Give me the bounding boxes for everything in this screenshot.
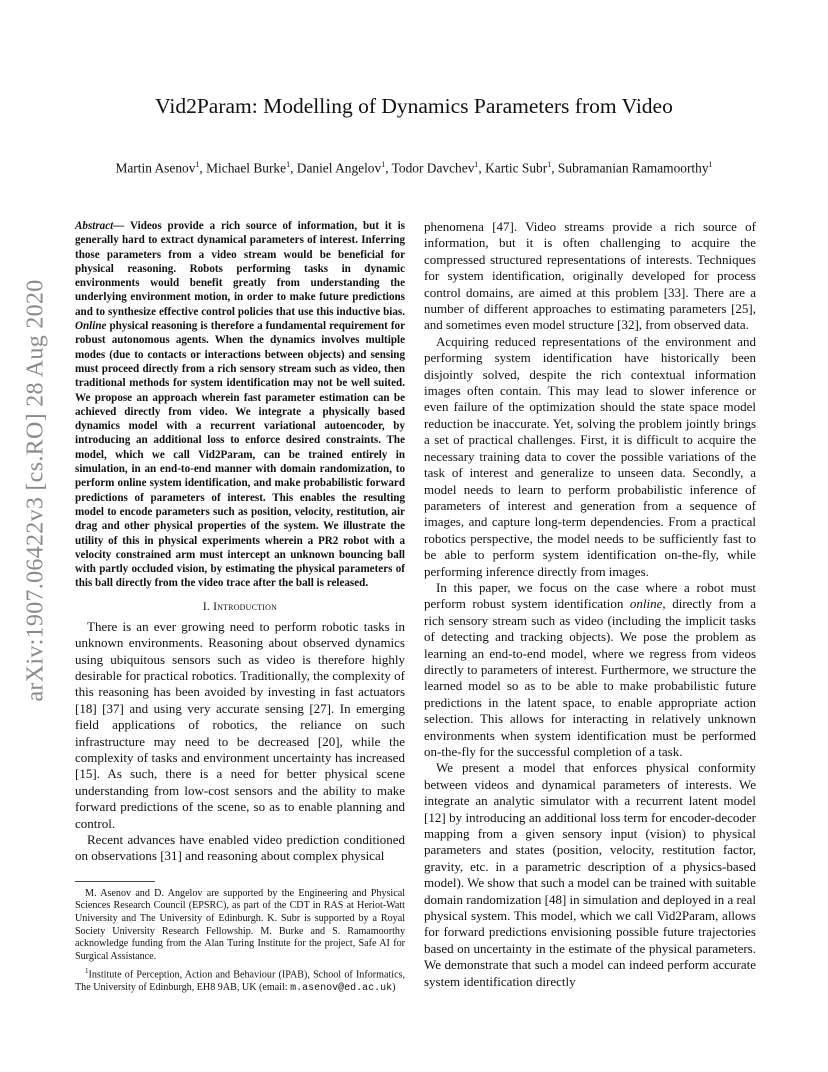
abstract-dash: — [113, 220, 131, 232]
affiliation-text-end: ) [392, 982, 396, 994]
author-list: Martin Asenov$^1$, Michael Burke$^1$, Daniel Angelov$^1$, Todor Davchev$^1$, Kartic Subr$^1$, Subramanian Ramamoorthy$^1$ [115, 160, 713, 176]
section-number: I. [202, 600, 214, 613]
body-paragraph: There is an ever growing need to perform robotic tasks in unknown environments. Reasoning about observed dynamics using ubiquitous sensors such as video is therefore highly desirable for practical robotics. Traditionally, the complexity of this reasoning has been avoided by investing in fast actuators [18] [37] and using very accurate sensing [27]. In emerging field applications of robotics, the reliance on such infrastructure may need to be decreased [20], while the complexity of tasks and environment uncertainty has increased [15]. As such, there is a need for better physical scene understanding from low-cost sensors and the ability to make forward predictions of the scene, so as to enable planning and control. [75, 618, 405, 831]
abstract-emphasis: Online [75, 320, 107, 333]
email-address: m.asenov@ed.ac.uk [290, 983, 393, 995]
footnote-divider [75, 881, 155, 882]
paper-title: Vid2Param: Modelling of Dynamics Parameters from Video [155, 94, 673, 118]
abstract [75, 219, 405, 591]
section-title: Introduction [213, 600, 278, 613]
author-name: Michael Burke [206, 160, 287, 176]
affiliation-text: Institute of Perception, Action and Behaviour (IPAB), School of Informatics, The University of Edinburgh, EH8 9AB, UK (email: [75, 969, 405, 994]
arxiv-identifier-stamp [20, 280, 52, 700]
author-affiliation-mark: 1 [195, 160, 200, 169]
body-text: In this paper, we focus on the case where a robot must perform robust system identification [424, 579, 756, 612]
author-name: Kartic Subr [485, 160, 548, 176]
body-paragraph [424, 580, 756, 760]
abstract-text: Videos provide a rich source of information, but it is generally hard to extract dynamical parameters of interest. Inferring those parameters from a video stream would be beneficial for physical reasoning. Robots performing tasks in dynamic environments would benefit greatly from understanding the underlying environment motion, in order to make future predictions and to synthesize effective control policies that use this inductive bias. [75, 220, 405, 318]
author-affiliation-mark: 1 [474, 160, 479, 169]
left-column [75, 219, 405, 998]
author-affiliation-mark: 1 [708, 160, 713, 169]
author-affiliation-mark: 1 [547, 160, 552, 169]
abstract-label: Abstract [75, 220, 114, 232]
right-column [424, 219, 756, 990]
body-paragraph: We present a model that enforces physical conformity between videos and dynamical parameters of interests. We integrate an analytic simulator with a recurrent latent model [12] by introducing an additional loss term for encoder-decoder mapping from a given sensory input (vision) to physical parameters and states (position, velocity, restitution factor, gravity, etc. in a parametric description of a physics-based model). We show that such a model can be trained with suitable domain randomization [48] in simulation and deployed in a real physical system. This model, which we call Vid2Param, allows for forward predictions envisioning possible future trajectories based on uncertainty in the estimate of the physical parameters. We demonstrate that such a model can indeed perform accurate system identification directly [424, 760, 756, 989]
author-name: Martin Asenov [115, 160, 196, 176]
body-paragraph: Acquiring reduced representations of the environment and performing system identification have historically been disjointly solved, despite the rich contextual information images often contain. This may lead to slower inference or even failure of the optimization should the state space model reduction be inaccurate. Yet, solving the problem jointly brings a set of practical challenges. First, it is difficult to acquire the necessary training data to cover the possible variations of the task of interest and generalize to unseen data. Secondly, a model needs to learn to perform probabilistic inference of parameters of interest and generation from a sequence of images, and capture long-term dependencies. From a practical robotics perspective, the model needs to be sufficiently fast to be able to perform system identification on-the-fly, while performing inference directly from images. [424, 333, 756, 579]
author-name: Daniel Angelov [296, 160, 382, 176]
author-name: Subramanian Ramamoorthy [557, 160, 709, 176]
section-heading-introduction [75, 601, 405, 613]
footnote-affiliation [75, 965, 405, 996]
body-text: , directly from a rich sensory stream such as video (including the implicit tasks of detecting and tracking objects). We pose the problem as learning an end-to-end model, where we regress from videos directly to parameters of interest. Furthermore, we structure the learned model so as to be able to make probabilistic future predictions in the latent space, to enable appropriate action selection. This allows for interacting in relatively unknown environments when system identification must be performed on-the-fly for the successful completion of a task. [424, 596, 757, 759]
author-name: Todor Davchev [391, 160, 475, 176]
footnote-mark: 1 [85, 967, 89, 976]
author-affiliation-mark: 1 [381, 160, 386, 169]
body-emphasis: online [629, 596, 663, 612]
abstract-text: physical reasoning is therefore a fundamental requirement for robust autonomous agents. When the dynamics involves multiple modes (due to contacts or interactions between objects) and sensing must proceed directly from a rich sensory stream such as video, then traditional methods for system identification may not be well suited. We propose an approach wherein fast parameter estimation can be achieved directly from video. We integrate a physically based dynamics model with a recurrent variational autoencoder, by introducing an additional loss to enforce desired constraints. The model, which we call Vid2Param, can be trained entirely in simulation, in an end-to-end manner with domain randomization, to perform online system identification, and make probabilistic forward predictions of parameters of interest. This enables the resulting model to encode parameters such as position, velocity, restitution, air drag and other physical properties of the system. We illustrate the utility of this in physical experiments wherein a PR2 robot with a velocity constrained arm must intercept an unknown bouncing ball with partly occluded vision, by estimating the physical parameters of this ball directly from the video trace after the ball is released. [75, 320, 405, 590]
body-paragraph: phenomena [47]. Video streams provide a rich source of information, but it is often challenging to acquire the compressed structured representations of interests. Techniques for system identification, originally developed for process control domains, are aimed at this problem [33]. There are a number of different approaches to estimating parameters [25], and sometimes even model structure [32], from observed data. [424, 219, 756, 333]
author-affiliation-mark: 1 [286, 160, 291, 169]
body-paragraph: Recent advances have enabled video prediction conditioned on observations [31] and reasoning about complex physical [75, 832, 405, 864]
footnote-funding: M. Asenov and D. Angelov are supported by the Engineering and Physical Sciences Research Council (EPSRC), as part of the CDT in RAS at Heriot-Watt University and The University of Edinburgh. K. Subr is supported by a Royal Society University Research Fellowship. M. Burke and S. Ramamoorthy acknowledge funding from the Alan Turing Institute for the project, Safe AI for Surgical Assistance. [75, 887, 405, 962]
arxiv-identifier-text: arXiv:1907.06422v3 [cs.RO] 28 Aug 2020 [22, 278, 49, 702]
